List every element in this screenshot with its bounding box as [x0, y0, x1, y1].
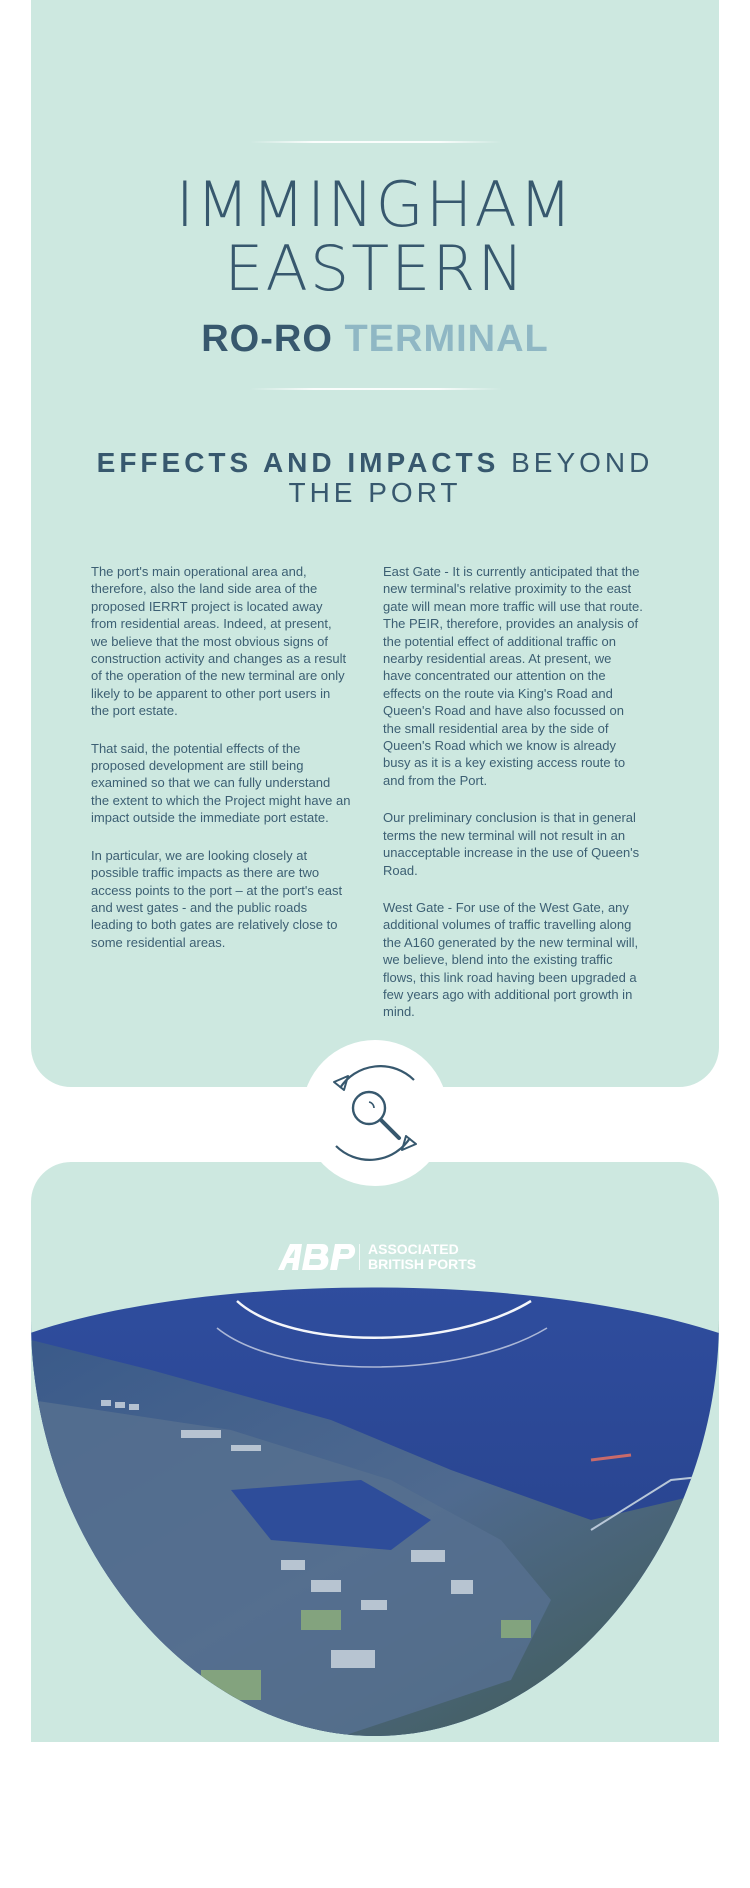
right-paragraph-2: Our preliminary conclusion is that in general terms the new terminal will not result in an unacceptable increase in the use of Queen's Road. [383, 810, 640, 878]
logo-line-1: ASSOCIATED [368, 1241, 459, 1257]
right-paragraph-3: West Gate - For use of the West Gate, any additional volumes of traffic travelling along the A160 generated by the new terminal will, we believe, blend into the existing traffic flows, this link road having been upgraded a few years ago with additional port growth in mind. [383, 899, 639, 1020]
left-paragraph-1: The port's main operational area and, therefore, also the land side area of the proposed IERRT project is located away from residential areas. Indeed, at present, we believe that the most obvious signs of construction activity and changes as a result of the operation of the new terminal are only likely to be apparent to other port users in the port estate. [91, 564, 347, 719]
title-line-2: EASTERN [224, 232, 526, 305]
subtitle [0, 318, 750, 361]
title-line-1: IMMINGHAM [175, 168, 575, 241]
heading-bold: EFFECTS AND IMPACTS [96, 447, 500, 478]
right-column [383, 563, 643, 1041]
aerial-port-photo [31, 1280, 719, 1740]
heading-line-2: THE PORT [288, 477, 462, 508]
left-column [91, 563, 351, 971]
heading-light: BEYOND [511, 447, 654, 478]
divider-top [250, 141, 502, 143]
abp-logo-text [368, 1242, 476, 1272]
subtitle-roro: RO-RO [201, 318, 333, 360]
subtitle-terminal: TERMINAL [344, 318, 549, 360]
right-paragraph-1: East Gate - It is currently anticipated that the new terminal's relative proximity to the east gate will mean more traffic will use that route. The PEIR, therefore, provides an analysis of the potential effect of additional traffic on nearby residential areas. At present, we have concentrated our attention on the effects on the route via King's Road and Queen's Road and have also focussed on the small residential area by the side of Queen's Road which we know is already busy as it is a key existing access route to and from the Port. [383, 564, 643, 788]
left-paragraph-3: In particular, we are looking closely at possible traffic impacts as there are two access points to the port – at the port's east and west gates - and the public roads leading to both gates are relatively close to some residential areas. [91, 847, 343, 950]
section-heading [60, 448, 690, 508]
left-paragraph-2: That said, the potential effects of the proposed development are still being examined so that we can fully understand the extent to which the Project might have an impact outside the immediate port estate. [91, 740, 351, 826]
divider-bottom [250, 388, 502, 390]
magnifier-cycle-icon [302, 1040, 448, 1186]
icon-circle [302, 1040, 448, 1186]
logo-line-2: BRITISH PORTS [368, 1256, 477, 1272]
abp-logo-mark [276, 1242, 360, 1272]
